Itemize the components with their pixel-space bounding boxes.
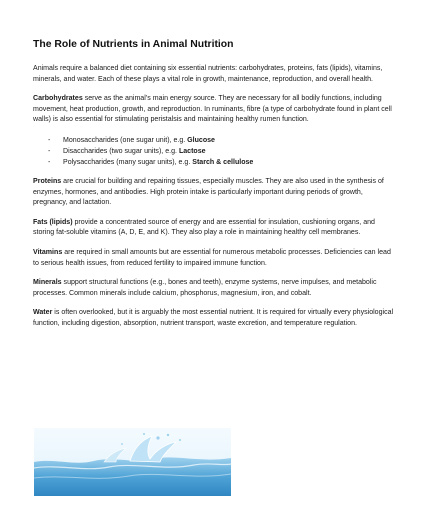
list-item: - Polysaccharides (many sugar units), e.g. Starch & cellulose: [48, 158, 254, 166]
fats-term: Fats (lipids): [33, 218, 73, 226]
list-item: - Monosaccharides (one sugar unit), e.g. Glucose: [48, 136, 215, 144]
carbohydrate-types-list: [33, 135, 397, 168]
vitamins-paragraph: Vitamins are required in small amounts but are essential for numerous metabolic processes. Deficiencies can lead to serious health issues, from reduced fertility to impaired immune function.: [33, 248, 391, 267]
fats-paragraph: Fats (lipids) provide a concentrated source of energy and are essential for insulation, cushioning organs, and storing fat-soluble vitamins (A, D, E, and K). They also play a role in maintaining healthy cell membranes.: [33, 218, 375, 237]
water-term: Water: [33, 309, 53, 317]
minerals-paragraph: Minerals support structural functions (e.g., bones and teeth), enzyme systems, nerve impulses, and metabolic processes. Common minerals include calcium, phosphorus, magnesium, iron, and cobalt.: [33, 279, 377, 297]
carbohydrates-term: Carbohydrates: [33, 95, 83, 103]
water-paragraph: Water is often overlooked, but it is arguably the most essential nutrient. It is required for virtually every physiological function, including digestion, absorption, nutrient transport, waste excretion, and temperature regulation.: [33, 309, 394, 327]
vitamins-term: Vitamins: [33, 248, 63, 256]
document-title: The Role of Nutrients in Animal Nutrition: [33, 39, 234, 50]
water-splash-image: [34, 428, 231, 496]
proteins-term: Proteins: [33, 177, 62, 185]
carbohydrates-text: serve as the animal’s main energy source. They are necessary for all bodily functions, including movement, heat production, growth, and reproduction. In ruminants, fibre (a type of carbohydrate found in plant cell walls) is also essential for stimulating peristalsis and maintaining healthy rumen function.: [33, 95, 392, 124]
list-item: - Disaccharides (two sugar units), e.g. Lactose: [48, 147, 206, 155]
carbohydrates-paragraph: [33, 94, 397, 126]
minerals-term: Minerals: [33, 279, 62, 287]
proteins-paragraph: Proteins are crucial for building and repairing tissues, especially muscles. They are also used in the synthesis of enzymes, hormones, and antibodies. High protein intake is particularly important during periods of growth, pregnancy, and lactation.: [33, 177, 384, 207]
intro-paragraph: Animals require a balanced diet containing six essential nutrients: carbohydrates, proteins, fats (lipids), vitamins, minerals, and water. Each of these plays a vital role in growth, maintenance, reproduction, and overall health.: [33, 65, 383, 83]
